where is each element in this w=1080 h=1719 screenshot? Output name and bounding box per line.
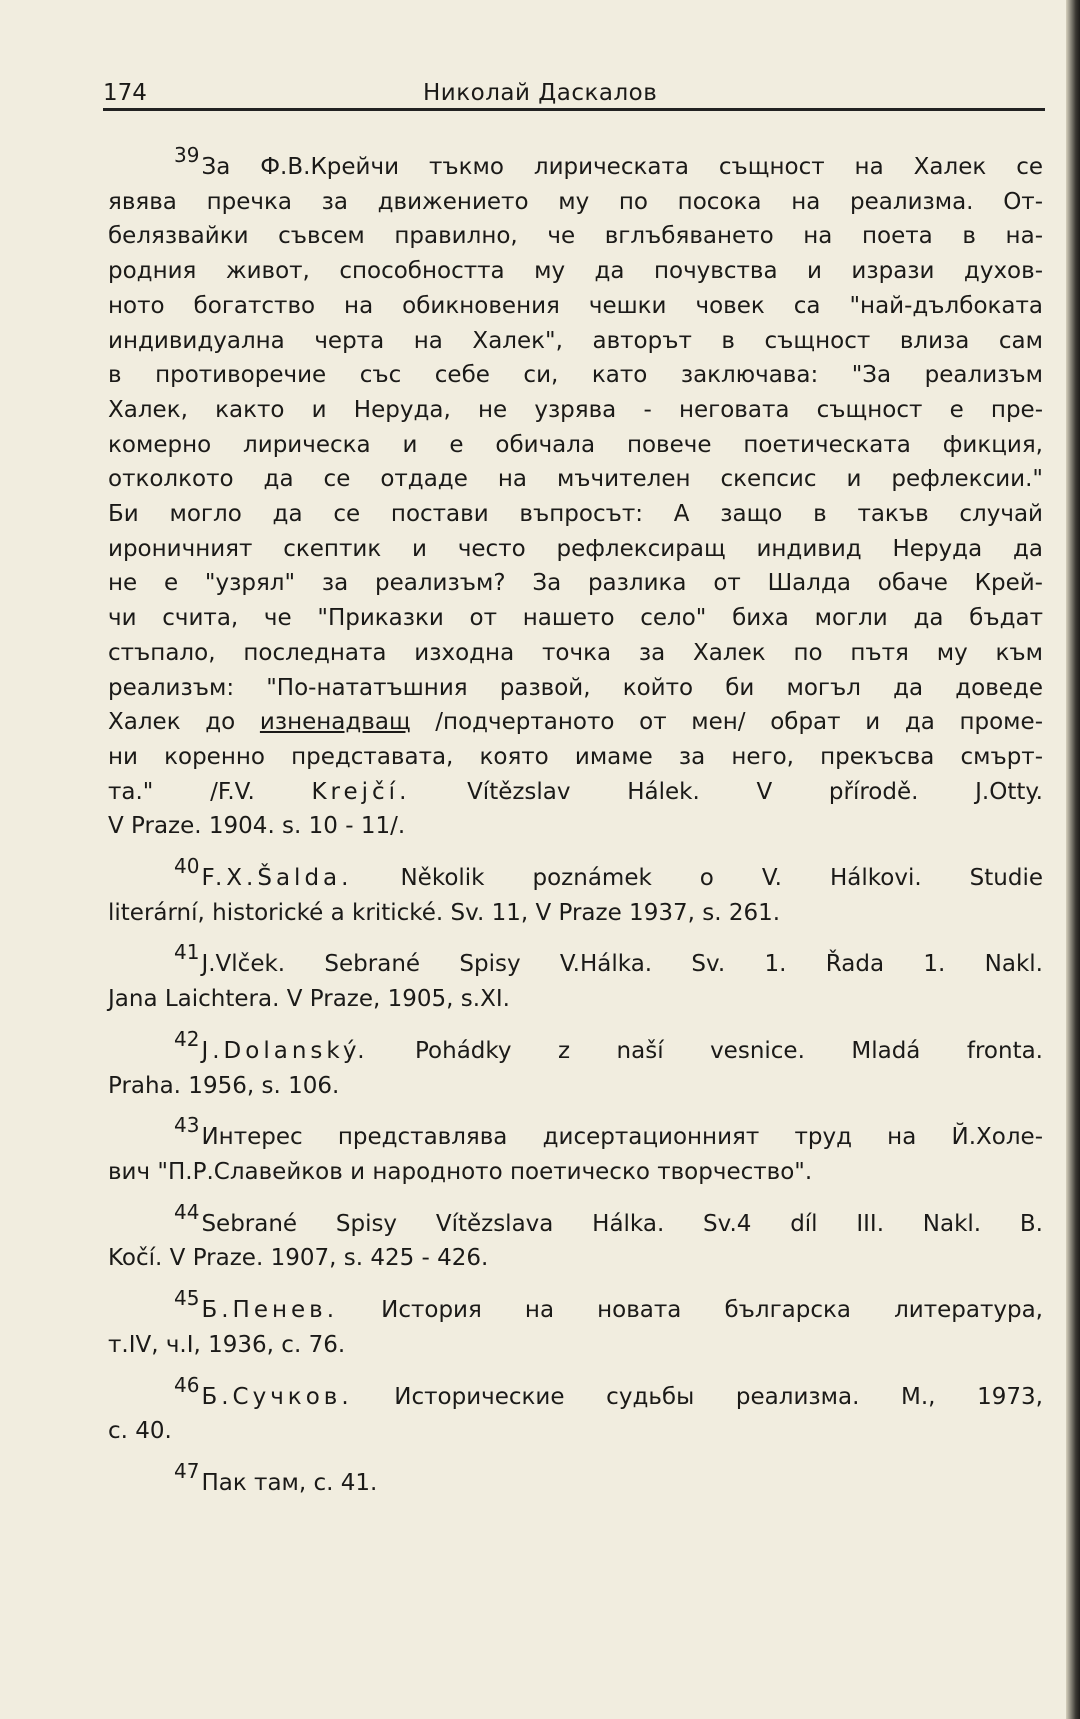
footnote-number: 41 <box>174 940 200 965</box>
note-line: 46Б.Сучков. Исторические судьбы реализма. М., 1973, <box>174 1372 1043 1410</box>
note-line: т.IV, ч.I, 1936, с. 76. <box>108 1331 346 1358</box>
spaced-author: Krejčí. <box>311 778 411 805</box>
spaced-author: F.X.Šalda. <box>201 865 353 892</box>
note-line: 40F.X.Šalda. Několik poznámek o V. Hálkovi. Studie <box>174 854 1043 892</box>
running-head: Николай Даскалов <box>423 80 658 106</box>
footnote-number: 40 <box>174 854 200 879</box>
underlined-word: изненадващ <box>259 709 411 736</box>
note-line: не е "узрял" за реализъм? За разлика от Шалда обаче Крей- <box>108 570 1043 597</box>
page-number: 174 <box>103 80 147 106</box>
footnotes-body <box>108 143 1043 1518</box>
note-line: 44Sebrané Spisy Vítězslava Hálka. Sv.4 díl III. Nakl. B. <box>174 1199 1043 1237</box>
spaced-author: Б.Сучков. <box>201 1383 353 1410</box>
note-line: реализъм: "По-нататъшния развой, който би могъл да доведе <box>108 674 1043 701</box>
note-line: ното богатство на обикновения чешки човек са "най-дълбоката <box>108 292 1043 319</box>
footnote-40 <box>108 854 1043 930</box>
note-line: ироничният скептик и често рефлексиращ индивид Неруда да <box>108 535 1043 562</box>
note-line: 42J.Dolanský. Pohádky z naší vesnice. Mladá fronta. <box>174 1026 1043 1064</box>
note-line: Халек, както и Неруда, не узрява - неговата същност е пре- <box>108 396 1043 423</box>
note-line: чи счита, че "Приказки от нашето село" биха могли да бъдат <box>108 605 1043 632</box>
footnote-number: 46 <box>174 1372 200 1397</box>
note-line: та." /F.V. Krejčí. Vítězslav Hálek. V přírodě. J.Otty. <box>108 778 1043 805</box>
note-line: Халек до изненадващ /подчертаното от мен/ обрат и да проме- <box>108 709 1043 736</box>
note-line: родния живот, способността му да почувства и изрази духов- <box>108 258 1043 285</box>
note-line: индивидуална черта на Халек", авторът в същност влиза сам <box>108 327 1043 354</box>
note-line: Praha. 1956, s. 106. <box>108 1072 340 1099</box>
footnote-43 <box>108 1113 1043 1189</box>
note-line: literární, historické a kritické. Sv. 11, V Praze 1937, s. 261. <box>108 899 781 926</box>
note-line: в противоречие със себе си, като заключава: "За реализъм <box>108 362 1043 389</box>
note-line: комерно лирическа и е обичала повече поетическата фикция, <box>108 431 1043 458</box>
footnote-number: 42 <box>174 1026 200 1051</box>
note-line: 43Интерес представлява дисертационният труд на Й.Холе- <box>174 1113 1043 1151</box>
page-edge-shadow <box>1066 0 1080 1719</box>
footnote-41 <box>108 940 1043 1016</box>
note-line: с. 40. <box>108 1418 172 1445</box>
footnote-46 <box>108 1372 1043 1449</box>
spaced-author: Б.Пенев. <box>201 1297 339 1324</box>
footnote-number: 43 <box>174 1113 200 1138</box>
note-line: 47Пак там, с. 41. <box>174 1458 378 1496</box>
footnote-44 <box>108 1199 1043 1276</box>
note-line: 45Б.Пенев. История на новата българска литература, <box>174 1286 1043 1324</box>
footnote-number: 39 <box>174 143 200 167</box>
spaced-author: J.Dolanský. <box>201 1037 369 1064</box>
footnote-47 <box>108 1458 1043 1501</box>
note-line: явява пречка за движението му по посока на реализма. От- <box>108 188 1043 215</box>
footnote-45 <box>108 1286 1043 1362</box>
note-line: Kočí. V Praze. 1907, s. 425 - 426. <box>108 1245 489 1272</box>
note-line: ни коренно представата, която имаме за него, прекъсва смърт- <box>108 743 1043 770</box>
note-line: Jana Laichtera. V Praze, 1905, s.XI. <box>108 986 510 1013</box>
footnote-42 <box>108 1026 1043 1103</box>
page-header <box>103 80 1045 111</box>
footnote-number: 47 <box>174 1458 200 1483</box>
footnote-39 <box>108 143 1043 844</box>
note-line: вич "П.Р.Славейков и народното поетическо творчество". <box>108 1158 813 1185</box>
footnote-number: 44 <box>174 1199 200 1224</box>
note-line: белязвайки съвсем правилно, че вглъбяването на поета в на- <box>108 223 1043 250</box>
footnote-number: 45 <box>174 1286 200 1311</box>
note-line: 41J.Vlček. Sebrané Spisy V.Hálka. Sv. 1. Řada 1. Nakl. <box>174 940 1043 978</box>
note-line: отколкото да се отдаде на мъчителен скепсис и рефлексии." <box>108 466 1043 493</box>
note-line: Би могло да се постави въпросът: А защо в такъв случай <box>108 501 1043 528</box>
note-line: стъпало, последната изходна точка за Халек по пътя му към <box>108 639 1043 666</box>
note-line: V Praze. 1904. s. 10 - 11/. <box>108 813 406 840</box>
note-line: 39За Ф.В.Крейчи тъкмо лирическата същност на Халек се <box>174 143 1043 180</box>
